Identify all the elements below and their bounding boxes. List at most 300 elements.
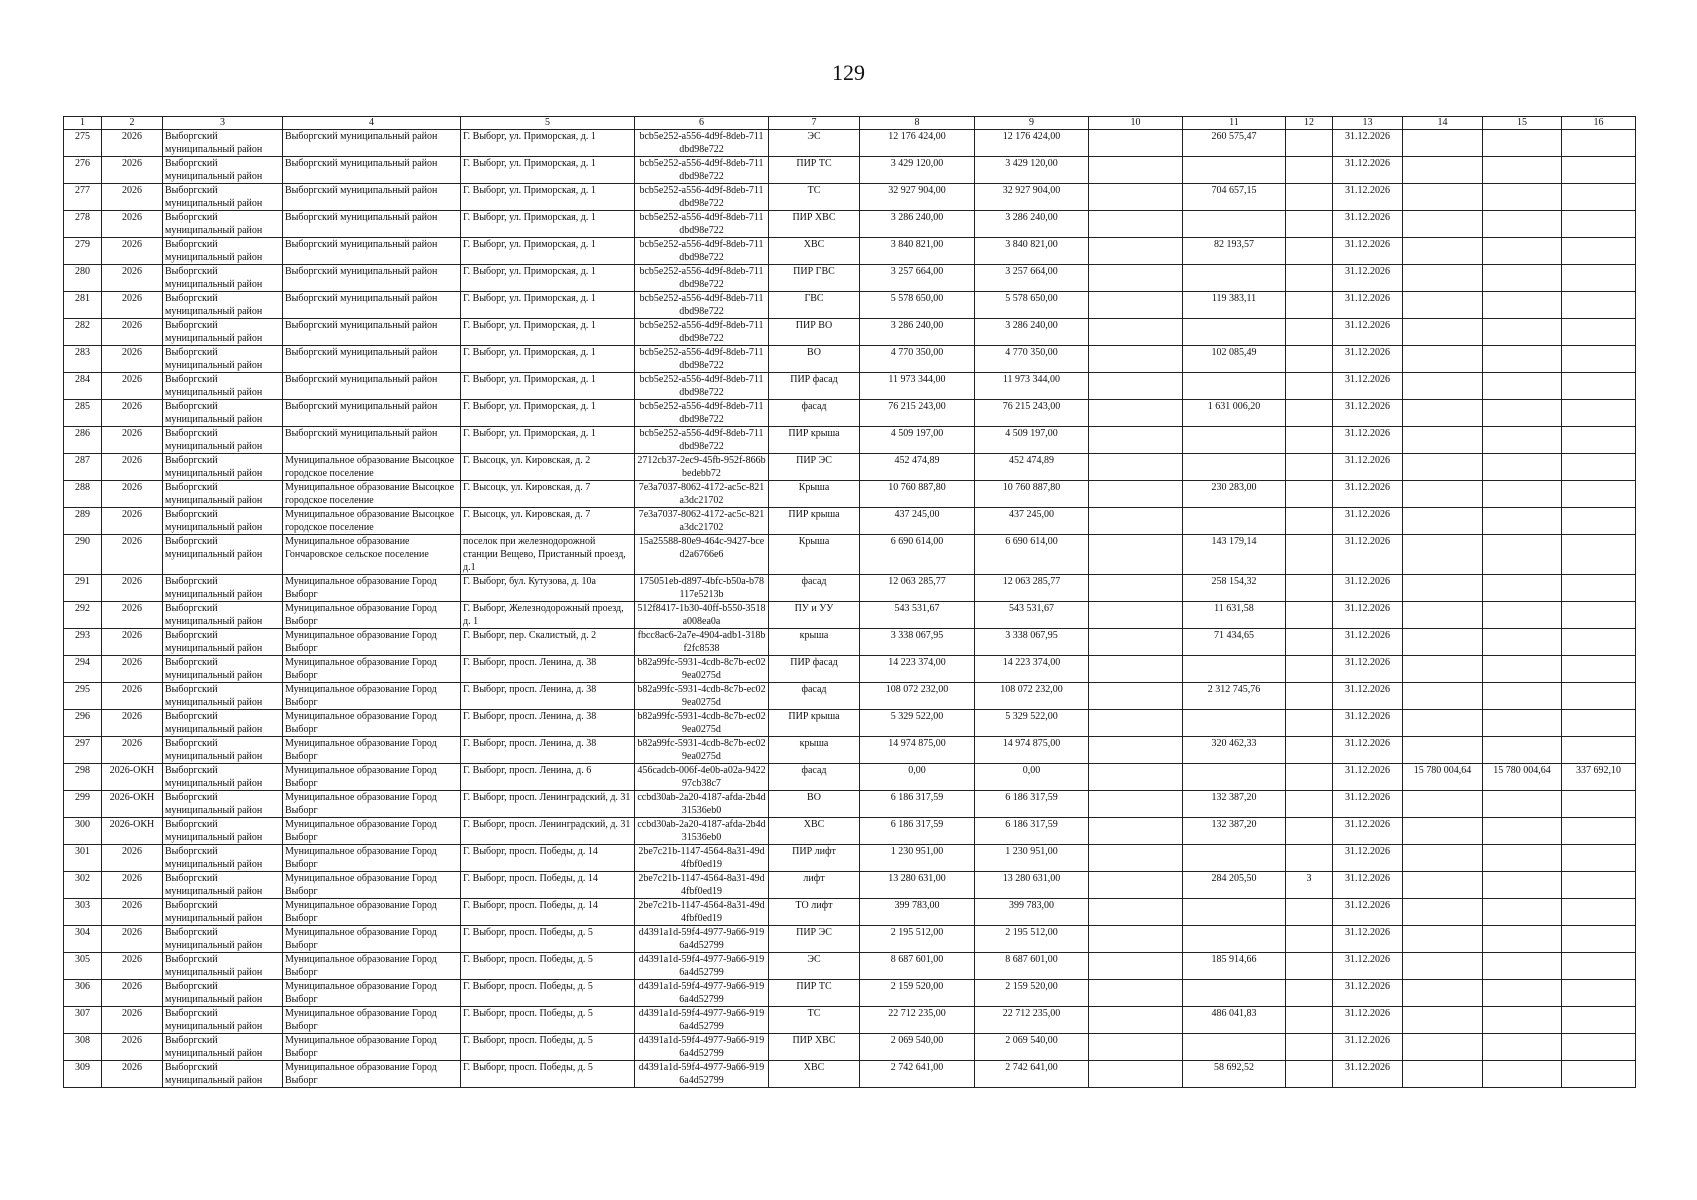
cell-col-16: [1562, 791, 1636, 818]
column-header-1: 1: [64, 117, 102, 130]
cell-col-3: Выборгский муниципальный район: [163, 211, 283, 238]
cell-col-4: Муниципальное образование Город Выборг: [283, 629, 461, 656]
cell-col-8: 14 223 374,00: [860, 656, 975, 683]
cell-col-12: [1286, 737, 1333, 764]
cell-col-10: [1089, 319, 1183, 346]
cell-col-4: Муниципальное образование Город Выборг: [283, 845, 461, 872]
cell-col-12: [1286, 346, 1333, 373]
cell-col-7: ГВС: [769, 292, 860, 319]
cell-col-7: ПИР ХВС: [769, 211, 860, 238]
cell-col-11: 258 154,32: [1183, 575, 1286, 602]
cell-col-12: 3: [1286, 872, 1333, 899]
cell-col-16: [1562, 373, 1636, 400]
cell-col-15: [1483, 1007, 1562, 1034]
cell-col-14: [1403, 1034, 1483, 1061]
cell-col-1: 277: [64, 184, 102, 211]
cell-col-11: 58 692,52: [1183, 1061, 1286, 1088]
cell-col-1: 299: [64, 791, 102, 818]
cell-col-13: 31.12.2026: [1333, 481, 1403, 508]
cell-col-4: Выборгский муниципальный район: [283, 427, 461, 454]
cell-col-13: 31.12.2026: [1333, 980, 1403, 1007]
cell-col-9: 3 840 821,00: [975, 238, 1089, 265]
cell-col-8: 399 783,00: [860, 899, 975, 926]
cell-col-12: [1286, 481, 1333, 508]
cell-col-16: [1562, 130, 1636, 157]
cell-col-6: d4391a1d-59f4-4977-9a66-9196a4d52799: [635, 1034, 769, 1061]
cell-col-6: bcb5e252-a556-4d9f-8deb-711dbd98e722: [635, 292, 769, 319]
cell-col-10: [1089, 791, 1183, 818]
cell-col-9: 76 215 243,00: [975, 400, 1089, 427]
cell-col-13: 31.12.2026: [1333, 319, 1403, 346]
cell-col-16: [1562, 980, 1636, 1007]
table-row: [64, 454, 1636, 481]
cell-col-15: [1483, 710, 1562, 737]
cell-col-8: 12 176 424,00: [860, 130, 975, 157]
cell-col-13: 31.12.2026: [1333, 157, 1403, 184]
cell-col-5: Г. Выборг, просп. Победы, д. 14: [461, 872, 635, 899]
cell-col-7: ПИР ТС: [769, 980, 860, 1007]
cell-col-12: [1286, 980, 1333, 1007]
column-header-4: 4: [283, 117, 461, 130]
cell-col-16: [1562, 265, 1636, 292]
cell-col-14: [1403, 602, 1483, 629]
cell-col-8: 32 927 904,00: [860, 184, 975, 211]
cell-col-4: Муниципальное образование Город Выборг: [283, 1061, 461, 1088]
cell-col-15: [1483, 629, 1562, 656]
cell-col-2: 2026: [102, 980, 163, 1007]
cell-col-4: Муниципальное образование Город Выборг: [283, 818, 461, 845]
cell-col-7: ЭС: [769, 130, 860, 157]
cell-col-8: 3 429 120,00: [860, 157, 975, 184]
cell-col-3: Выборгский муниципальный район: [163, 184, 283, 211]
cell-col-15: [1483, 980, 1562, 1007]
cell-col-1: 275: [64, 130, 102, 157]
cell-col-6: bcb5e252-a556-4d9f-8deb-711dbd98e722: [635, 265, 769, 292]
cell-col-4: Муниципальное образование Город Выборг: [283, 1007, 461, 1034]
cell-col-4: Муниципальное образование Город Выборг: [283, 926, 461, 953]
cell-col-5: Г. Выборг, просп. Победы, д. 5: [461, 1061, 635, 1088]
cell-col-16: [1562, 818, 1636, 845]
cell-col-5: Г. Выборг, ул. Приморская, д. 1: [461, 427, 635, 454]
cell-col-14: [1403, 400, 1483, 427]
cell-col-7: ХВС: [769, 818, 860, 845]
cell-col-3: Выборгский муниципальный район: [163, 454, 283, 481]
cell-col-10: [1089, 346, 1183, 373]
cell-col-8: 5 329 522,00: [860, 710, 975, 737]
cell-col-11: [1183, 656, 1286, 683]
table-row: [64, 1061, 1636, 1088]
cell-col-14: [1403, 629, 1483, 656]
cell-col-9: 8 687 601,00: [975, 953, 1089, 980]
cell-col-4: Выборгский муниципальный район: [283, 130, 461, 157]
cell-col-6: bcb5e252-a556-4d9f-8deb-711dbd98e722: [635, 211, 769, 238]
cell-col-10: [1089, 872, 1183, 899]
cell-col-13: 31.12.2026: [1333, 1061, 1403, 1088]
cell-col-12: [1286, 319, 1333, 346]
cell-col-5: Г. Выборг, просп. Победы, д. 5: [461, 980, 635, 1007]
cell-col-14: [1403, 953, 1483, 980]
cell-col-10: [1089, 575, 1183, 602]
cell-col-13: 31.12.2026: [1333, 427, 1403, 454]
cell-col-10: [1089, 184, 1183, 211]
cell-col-7: ТО лифт: [769, 899, 860, 926]
cell-col-3: Выборгский муниципальный район: [163, 629, 283, 656]
cell-col-11: [1183, 319, 1286, 346]
cell-col-5: поселок при железнодорожной станции Вещево, Пристанный проезд, д.1: [461, 535, 635, 575]
cell-col-15: [1483, 481, 1562, 508]
cell-col-7: Крыша: [769, 535, 860, 575]
cell-col-11: [1183, 454, 1286, 481]
cell-col-5: Г. Выборг, просп. Победы, д. 5: [461, 926, 635, 953]
table-header: [64, 117, 1636, 130]
cell-col-12: [1286, 818, 1333, 845]
cell-col-15: [1483, 265, 1562, 292]
cell-col-9: 12 176 424,00: [975, 130, 1089, 157]
cell-col-10: [1089, 953, 1183, 980]
cell-col-14: [1403, 575, 1483, 602]
cell-col-12: [1286, 683, 1333, 710]
cell-col-2: 2026: [102, 737, 163, 764]
cell-col-7: ВО: [769, 346, 860, 373]
cell-col-11: [1183, 980, 1286, 1007]
cell-col-1: 293: [64, 629, 102, 656]
cell-col-15: [1483, 953, 1562, 980]
cell-col-13: 31.12.2026: [1333, 400, 1403, 427]
cell-col-5: Г. Выборг, ул. Приморская, д. 1: [461, 157, 635, 184]
cell-col-8: 2 069 540,00: [860, 1034, 975, 1061]
cell-col-8: 452 474,89: [860, 454, 975, 481]
cell-col-7: ПУ и УУ: [769, 602, 860, 629]
cell-col-2: 2026: [102, 238, 163, 265]
cell-col-2: 2026: [102, 481, 163, 508]
cell-col-16: [1562, 1034, 1636, 1061]
cell-col-8: 3 338 067,95: [860, 629, 975, 656]
cell-col-12: [1286, 535, 1333, 575]
cell-col-1: 279: [64, 238, 102, 265]
cell-col-7: Крыша: [769, 481, 860, 508]
cell-col-14: [1403, 791, 1483, 818]
cell-col-6: bcb5e252-a556-4d9f-8deb-711dbd98e722: [635, 238, 769, 265]
cell-col-4: Выборгский муниципальный район: [283, 292, 461, 319]
cell-col-1: 297: [64, 737, 102, 764]
cell-col-5: Г. Выборг, просп. Ленина, д. 38: [461, 656, 635, 683]
cell-col-9: 2 159 520,00: [975, 980, 1089, 1007]
cell-col-1: 307: [64, 1007, 102, 1034]
cell-col-3: Выборгский муниципальный район: [163, 130, 283, 157]
cell-col-15: [1483, 130, 1562, 157]
cell-col-12: [1286, 454, 1333, 481]
cell-col-15: [1483, 211, 1562, 238]
cell-col-3: Выборгский муниципальный район: [163, 872, 283, 899]
cell-col-9: 12 063 285,77: [975, 575, 1089, 602]
table-row: [64, 737, 1636, 764]
cell-col-6: d4391a1d-59f4-4977-9a66-9196a4d52799: [635, 980, 769, 1007]
cell-col-9: 3 286 240,00: [975, 319, 1089, 346]
cell-col-4: Муниципальное образование Гончаровское сельское поселение: [283, 535, 461, 575]
cell-col-3: Выборгский муниципальный район: [163, 157, 283, 184]
cell-col-8: 543 531,67: [860, 602, 975, 629]
cell-col-1: 295: [64, 683, 102, 710]
cell-col-5: Г. Выборг, ул. Приморская, д. 1: [461, 400, 635, 427]
column-header-14: 14: [1403, 117, 1483, 130]
cell-col-14: [1403, 656, 1483, 683]
cell-col-15: [1483, 845, 1562, 872]
cell-col-9: 14 974 875,00: [975, 737, 1089, 764]
cell-col-15: [1483, 427, 1562, 454]
table-row: [64, 953, 1636, 980]
cell-col-13: 31.12.2026: [1333, 265, 1403, 292]
cell-col-14: [1403, 1061, 1483, 1088]
cell-col-11: [1183, 211, 1286, 238]
cell-col-12: [1286, 926, 1333, 953]
cell-col-10: [1089, 292, 1183, 319]
cell-col-13: 31.12.2026: [1333, 764, 1403, 791]
cell-col-16: [1562, 319, 1636, 346]
cell-col-6: 2be7c21b-1147-4564-8a31-49d4fbf0ed19: [635, 899, 769, 926]
cell-col-2: 2026: [102, 845, 163, 872]
cell-col-6: 512f8417-1b30-40ff-b550-3518a008ea0a: [635, 602, 769, 629]
cell-col-16: [1562, 575, 1636, 602]
cell-col-2: 2026: [102, 656, 163, 683]
cell-col-4: Муниципальное образование Высоцкое городское поселение: [283, 481, 461, 508]
cell-col-14: [1403, 211, 1483, 238]
cell-col-14: [1403, 926, 1483, 953]
cell-col-7: ПИР крыша: [769, 710, 860, 737]
cell-col-7: лифт: [769, 872, 860, 899]
cell-col-11: [1183, 926, 1286, 953]
cell-col-2: 2026: [102, 683, 163, 710]
cell-col-3: Выборгский муниципальный район: [163, 764, 283, 791]
cell-col-11: 82 193,57: [1183, 238, 1286, 265]
cell-col-2: 2026: [102, 346, 163, 373]
cell-col-16: [1562, 602, 1636, 629]
cell-col-9: 11 973 344,00: [975, 373, 1089, 400]
cell-col-3: Выборгский муниципальный район: [163, 319, 283, 346]
cell-col-1: 300: [64, 818, 102, 845]
cell-col-11: [1183, 157, 1286, 184]
cell-col-16: [1562, 184, 1636, 211]
header-row: [64, 117, 1636, 130]
cell-col-7: ПИР ЭС: [769, 454, 860, 481]
cell-col-10: [1089, 818, 1183, 845]
cell-col-11: [1183, 427, 1286, 454]
cell-col-10: [1089, 1007, 1183, 1034]
cell-col-13: 31.12.2026: [1333, 184, 1403, 211]
cell-col-1: 286: [64, 427, 102, 454]
cell-col-13: 31.12.2026: [1333, 535, 1403, 575]
cell-col-13: 31.12.2026: [1333, 818, 1403, 845]
cell-col-2: 2026: [102, 1034, 163, 1061]
cell-col-3: Выборгский муниципальный район: [163, 980, 283, 1007]
cell-col-8: 5 578 650,00: [860, 292, 975, 319]
cell-col-8: 3 257 664,00: [860, 265, 975, 292]
table-row: [64, 1034, 1636, 1061]
cell-col-5: Г. Выборг, просп. Победы, д. 5: [461, 953, 635, 980]
cell-col-5: Г. Выборг, ул. Приморская, д. 1: [461, 373, 635, 400]
table-row: [64, 346, 1636, 373]
cell-col-13: 31.12.2026: [1333, 238, 1403, 265]
table-row: [64, 400, 1636, 427]
cell-col-12: [1286, 1034, 1333, 1061]
cell-col-15: [1483, 238, 1562, 265]
cell-col-16: [1562, 454, 1636, 481]
cell-col-9: 108 072 232,00: [975, 683, 1089, 710]
cell-col-4: Муниципальное образование Город Выборг: [283, 683, 461, 710]
cell-col-15: [1483, 602, 1562, 629]
cell-col-7: ХВС: [769, 1061, 860, 1088]
cell-col-9: 14 223 374,00: [975, 656, 1089, 683]
cell-col-2: 2026: [102, 508, 163, 535]
cell-col-8: 13 280 631,00: [860, 872, 975, 899]
cell-col-7: крыша: [769, 629, 860, 656]
cell-col-3: Выборгский муниципальный район: [163, 1061, 283, 1088]
cell-col-13: 31.12.2026: [1333, 791, 1403, 818]
cell-col-4: Муниципальное образование Город Выборг: [283, 575, 461, 602]
cell-col-10: [1089, 400, 1183, 427]
cell-col-7: ВО: [769, 791, 860, 818]
cell-col-2: 2026: [102, 265, 163, 292]
cell-col-12: [1286, 575, 1333, 602]
cell-col-6: ccbd30ab-2a20-4187-afda-2b4d31536eb0: [635, 818, 769, 845]
table-row: [64, 427, 1636, 454]
column-header-13: 13: [1333, 117, 1403, 130]
cell-col-6: fbcc8ac6-2a7e-4904-adb1-318bf2fc8538: [635, 629, 769, 656]
cell-col-16: [1562, 427, 1636, 454]
cell-col-13: 31.12.2026: [1333, 454, 1403, 481]
cell-col-3: Выборгский муниципальный район: [163, 899, 283, 926]
cell-col-1: 308: [64, 1034, 102, 1061]
cell-col-9: 5 578 650,00: [975, 292, 1089, 319]
cell-col-8: 2 742 641,00: [860, 1061, 975, 1088]
cell-col-7: ПИР ХВС: [769, 1034, 860, 1061]
cell-col-9: 32 927 904,00: [975, 184, 1089, 211]
cell-col-5: Г. Выборг, просп. Ленинградский, д. 31: [461, 818, 635, 845]
cell-col-13: 31.12.2026: [1333, 130, 1403, 157]
cell-col-6: 2712cb37-2ec9-45fb-952f-866bbedebb72: [635, 454, 769, 481]
cell-col-7: ПИР ВО: [769, 319, 860, 346]
cell-col-7: ЭС: [769, 953, 860, 980]
column-header-5: 5: [461, 117, 635, 130]
cell-col-1: 288: [64, 481, 102, 508]
cell-col-10: [1089, 764, 1183, 791]
table-row: [64, 791, 1636, 818]
cell-col-8: 22 712 235,00: [860, 1007, 975, 1034]
cell-col-11: 185 914,66: [1183, 953, 1286, 980]
column-header-9: 9: [975, 117, 1089, 130]
column-header-3: 3: [163, 117, 283, 130]
cell-col-8: 10 760 887,80: [860, 481, 975, 508]
cell-col-7: ТС: [769, 1007, 860, 1034]
cell-col-2: 2026-ОКН: [102, 818, 163, 845]
cell-col-2: 2026: [102, 454, 163, 481]
cell-col-11: 71 434,65: [1183, 629, 1286, 656]
cell-col-5: Г. Выборг, ул. Приморская, д. 1: [461, 238, 635, 265]
cell-col-14: [1403, 980, 1483, 1007]
column-header-16: 16: [1562, 117, 1636, 130]
cell-col-7: фасад: [769, 683, 860, 710]
cell-col-4: Выборгский муниципальный район: [283, 265, 461, 292]
cell-col-10: [1089, 710, 1183, 737]
cell-col-6: 175051eb-d897-4bfc-b50a-b78117e5213b: [635, 575, 769, 602]
cell-col-2: 2026: [102, 184, 163, 211]
cell-col-6: 15a25588-80e9-464c-9427-bced2a6766e6: [635, 535, 769, 575]
cell-col-11: [1183, 1034, 1286, 1061]
cell-col-15: [1483, 575, 1562, 602]
cell-col-2: 2026: [102, 373, 163, 400]
column-header-15: 15: [1483, 117, 1562, 130]
cell-col-2: 2026: [102, 1061, 163, 1088]
cell-col-13: 31.12.2026: [1333, 899, 1403, 926]
cell-col-7: ПИР ГВС: [769, 265, 860, 292]
table-row: [64, 980, 1636, 1007]
cell-col-15: [1483, 791, 1562, 818]
cell-col-13: 31.12.2026: [1333, 1007, 1403, 1034]
cell-col-5: Г. Выборг, ул. Приморская, д. 1: [461, 346, 635, 373]
cell-col-8: 8 687 601,00: [860, 953, 975, 980]
cell-col-1: 282: [64, 319, 102, 346]
cell-col-13: 31.12.2026: [1333, 710, 1403, 737]
cell-col-15: [1483, 157, 1562, 184]
cell-col-14: [1403, 535, 1483, 575]
cell-col-14: [1403, 818, 1483, 845]
cell-col-4: Муниципальное образование Город Выборг: [283, 1034, 461, 1061]
table-row: [64, 845, 1636, 872]
cell-col-7: фасад: [769, 575, 860, 602]
cell-col-3: Выборгский муниципальный район: [163, 683, 283, 710]
cell-col-12: [1286, 184, 1333, 211]
cell-col-3: Выборгский муниципальный район: [163, 238, 283, 265]
cell-col-10: [1089, 683, 1183, 710]
cell-col-5: Г. Выборг, ул. Приморская, д. 1: [461, 211, 635, 238]
cell-col-14: [1403, 157, 1483, 184]
cell-col-6: 7e3a7037-8062-4172-ac5c-821a3dc21702: [635, 508, 769, 535]
cell-col-11: [1183, 845, 1286, 872]
cell-col-14: [1403, 292, 1483, 319]
cell-col-6: ccbd30ab-2a20-4187-afda-2b4d31536eb0: [635, 791, 769, 818]
cell-col-13: 31.12.2026: [1333, 872, 1403, 899]
column-header-6: 6: [635, 117, 769, 130]
cell-col-8: 3 286 240,00: [860, 319, 975, 346]
cell-col-16: [1562, 737, 1636, 764]
cell-col-4: Муниципальное образование Город Выборг: [283, 953, 461, 980]
cell-col-5: Г. Выборг, просп. Ленина, д. 38: [461, 683, 635, 710]
cell-col-15: [1483, 1034, 1562, 1061]
cell-col-11: 284 205,50: [1183, 872, 1286, 899]
cell-col-5: Г. Выборг, просп. Ленина, д. 6: [461, 764, 635, 791]
cell-col-16: [1562, 953, 1636, 980]
cell-col-10: [1089, 535, 1183, 575]
cell-col-11: 119 383,11: [1183, 292, 1286, 319]
cell-col-4: Муниципальное образование Город Выборг: [283, 602, 461, 629]
cell-col-1: 291: [64, 575, 102, 602]
cell-col-15: [1483, 872, 1562, 899]
cell-col-16: 337 692,10: [1562, 764, 1636, 791]
cell-col-13: 31.12.2026: [1333, 953, 1403, 980]
table-row: [64, 211, 1636, 238]
cell-col-8: 4 509 197,00: [860, 427, 975, 454]
table-row: [64, 265, 1636, 292]
cell-col-12: [1286, 899, 1333, 926]
cell-col-8: 76 215 243,00: [860, 400, 975, 427]
cell-col-3: Выборгский муниципальный район: [163, 508, 283, 535]
cell-col-1: 304: [64, 926, 102, 953]
cell-col-9: 13 280 631,00: [975, 872, 1089, 899]
cell-col-1: 305: [64, 953, 102, 980]
cell-col-12: [1286, 157, 1333, 184]
cell-col-4: Выборгский муниципальный район: [283, 238, 461, 265]
cell-col-1: 276: [64, 157, 102, 184]
cell-col-9: 22 712 235,00: [975, 1007, 1089, 1034]
